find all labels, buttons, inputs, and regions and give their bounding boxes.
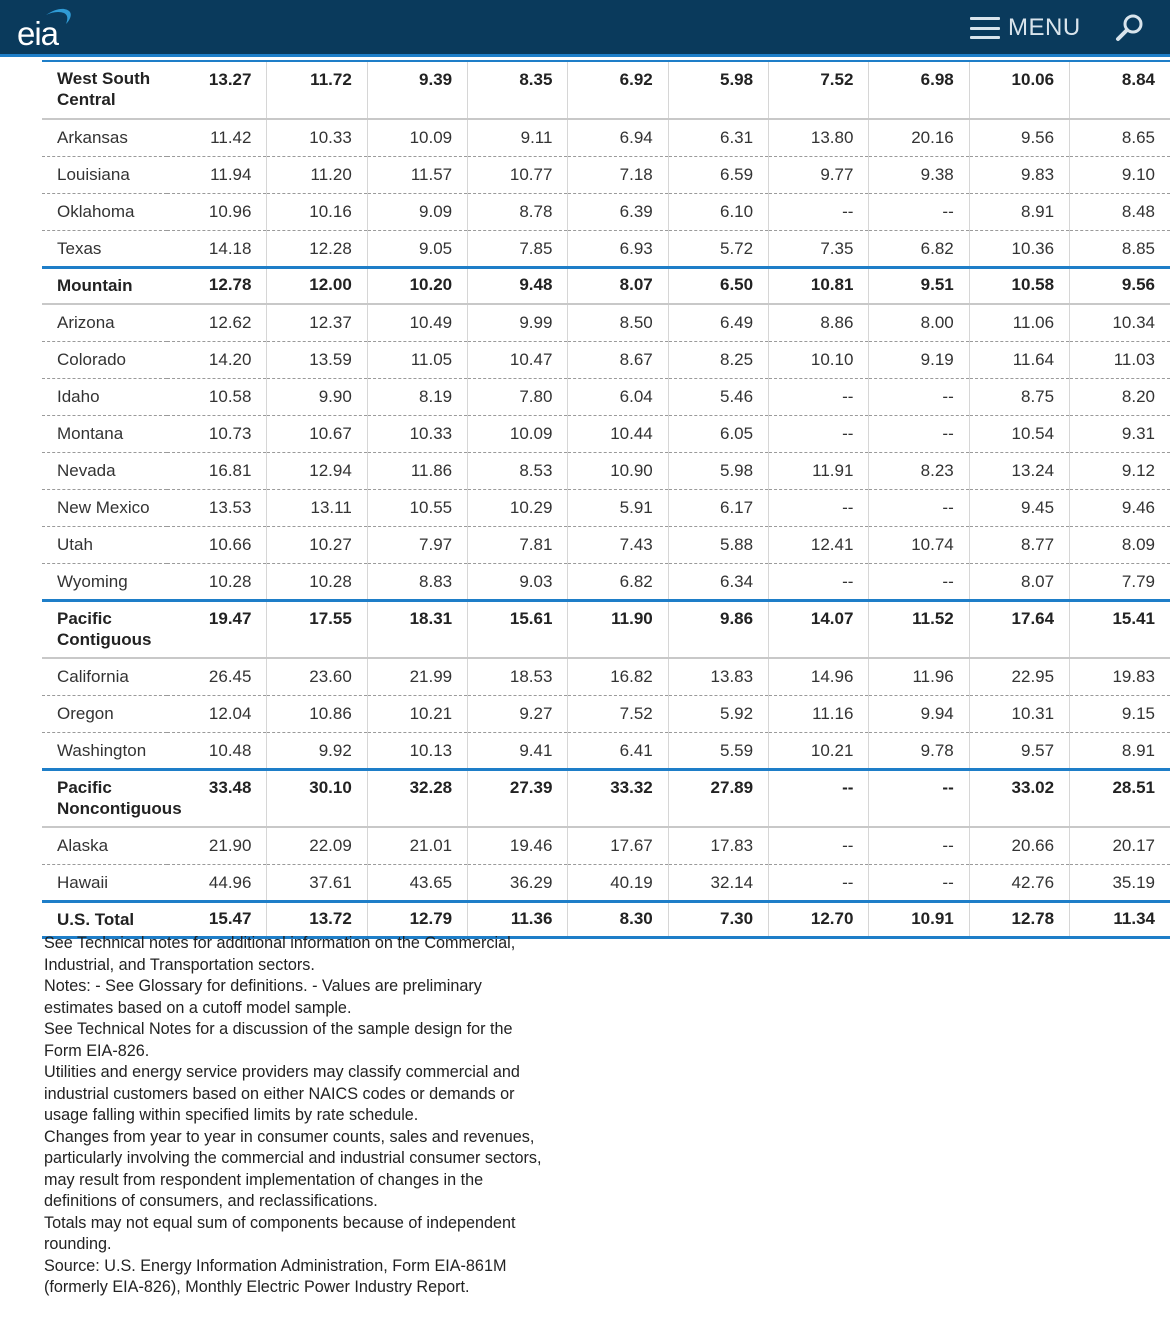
table-cell: 9.57 — [969, 732, 1069, 769]
table-cell: 10.27 — [267, 526, 367, 563]
table-cell: 8.67 — [568, 341, 668, 378]
table-cell: 11.91 — [769, 452, 869, 489]
table-cell: 10.33 — [367, 415, 467, 452]
search-icon[interactable] — [1114, 12, 1146, 44]
state-row — [42, 193, 1170, 230]
table-cell: 5.98 — [668, 61, 768, 119]
table-cell: 10.49 — [367, 304, 467, 341]
table-cell: 6.82 — [869, 230, 969, 267]
table-cell: 6.39 — [568, 193, 668, 230]
table-cell: -- — [869, 864, 969, 901]
footnote-paragraph: See Technical Notes for a discussion of the sample design for the Form EIA-826. — [44, 1020, 513, 1060]
table-cell: 40.19 — [568, 864, 668, 901]
table-cell: 7.52 — [568, 695, 668, 732]
table-cell: 12.04 — [167, 695, 267, 732]
table-cell: 36.29 — [468, 864, 568, 901]
table-cell: 10.67 — [267, 415, 367, 452]
table-cell: 12.70 — [769, 901, 869, 937]
table-cell: 12.00 — [267, 267, 367, 304]
table-cell: 20.66 — [969, 827, 1069, 864]
table-cell: 6.41 — [568, 732, 668, 769]
table-cell: 7.35 — [769, 230, 869, 267]
table-cell: 10.90 — [568, 452, 668, 489]
table-cell: 10.06 — [969, 61, 1069, 119]
table-cell: 10.96 — [167, 193, 267, 230]
table-cell: 16.82 — [568, 658, 668, 695]
table-cell: 9.94 — [869, 695, 969, 732]
table-cell: 11.16 — [769, 695, 869, 732]
table-cell: 8.48 — [1070, 193, 1170, 230]
table-cell: 5.92 — [668, 695, 768, 732]
table-cell: 6.92 — [568, 61, 668, 119]
footnote-paragraph: See Technical notes for additional information on the Commercial, Industrial, and Transportation sectors. — [44, 934, 516, 974]
table-cell: 13.11 — [267, 489, 367, 526]
table-cell: 11.90 — [568, 600, 668, 658]
table-cell: 10.20 — [367, 267, 467, 304]
table-cell: 8.23 — [869, 452, 969, 489]
menu-label: MENU — [1008, 14, 1081, 41]
table-cell: 9.56 — [969, 119, 1069, 156]
table-cell: 6.82 — [568, 563, 668, 600]
table-cell: 8.20 — [1070, 378, 1170, 415]
table-cell: 5.98 — [668, 452, 768, 489]
table-cell: 10.09 — [367, 119, 467, 156]
table-cell: 22.09 — [267, 827, 367, 864]
table-cell: 43.65 — [367, 864, 467, 901]
table-cell: 13.80 — [769, 119, 869, 156]
table-cell: 32.28 — [367, 769, 467, 827]
table-cell: 10.86 — [267, 695, 367, 732]
table-cell: -- — [769, 415, 869, 452]
table-cell: 8.85 — [1070, 230, 1170, 267]
row-label: Arizona — [42, 304, 167, 341]
row-label: Arkansas — [42, 119, 167, 156]
table-cell: 6.31 — [668, 119, 768, 156]
table-cell: 19.47 — [167, 600, 267, 658]
table-cell: -- — [769, 864, 869, 901]
table-cell: 8.86 — [769, 304, 869, 341]
menu-button[interactable] — [970, 12, 1081, 44]
state-row — [42, 563, 1170, 600]
table-cell: 32.14 — [668, 864, 768, 901]
table-cell: 13.27 — [167, 61, 267, 119]
table-cell: 8.91 — [969, 193, 1069, 230]
table-cell: 35.19 — [1070, 864, 1170, 901]
row-label: New Mexico — [42, 489, 167, 526]
table-cell: 12.78 — [969, 901, 1069, 937]
electricity-price-table — [42, 60, 1170, 939]
row-label: U.S. Total — [42, 901, 167, 937]
table-cell: 9.03 — [468, 563, 568, 600]
table-cell: 9.45 — [969, 489, 1069, 526]
table-cell: 9.46 — [1070, 489, 1170, 526]
table-cell: 13.83 — [668, 658, 768, 695]
table-cell: 8.75 — [969, 378, 1069, 415]
table-cell: 20.17 — [1070, 827, 1170, 864]
row-label: Nevada — [42, 452, 167, 489]
table-cell: 28.51 — [1070, 769, 1170, 827]
table-cell: 8.78 — [468, 193, 568, 230]
table-cell: 11.57 — [367, 156, 467, 193]
table-cell: 6.49 — [668, 304, 768, 341]
table-cell: 12.62 — [167, 304, 267, 341]
table-cell: 10.34 — [1070, 304, 1170, 341]
table-cell: 10.10 — [769, 341, 869, 378]
table-cell: 7.43 — [568, 526, 668, 563]
table-cell: 9.99 — [468, 304, 568, 341]
table-cell: 7.18 — [568, 156, 668, 193]
table-cell: 15.61 — [468, 600, 568, 658]
table-cell: 10.16 — [267, 193, 367, 230]
table-cell: 27.89 — [668, 769, 768, 827]
table-cell: 7.80 — [468, 378, 568, 415]
table-cell: 11.86 — [367, 452, 467, 489]
table-cell: 11.72 — [267, 61, 367, 119]
eia-logo[interactable] — [12, 6, 82, 50]
state-row — [42, 658, 1170, 695]
table-cell: -- — [769, 563, 869, 600]
table-cell: 8.09 — [1070, 526, 1170, 563]
table-cell: 6.98 — [869, 61, 969, 119]
table-cell: 11.03 — [1070, 341, 1170, 378]
table-cell: 10.91 — [869, 901, 969, 937]
table-cell: 7.81 — [468, 526, 568, 563]
table-cell: 10.28 — [167, 563, 267, 600]
table-cell: 9.41 — [468, 732, 568, 769]
state-row — [42, 695, 1170, 732]
table-cell: 12.41 — [769, 526, 869, 563]
table-cell: 8.25 — [668, 341, 768, 378]
table-cell: 22.95 — [969, 658, 1069, 695]
table-cell: 10.47 — [468, 341, 568, 378]
table-cell: 11.42 — [167, 119, 267, 156]
table-cell: 10.48 — [167, 732, 267, 769]
state-row — [42, 732, 1170, 769]
table-cell: 10.77 — [468, 156, 568, 193]
table-cell: 9.86 — [668, 600, 768, 658]
footnote-paragraph: Totals may not equal sum of components because of independent rounding. — [44, 1213, 516, 1253]
table-cell: 6.04 — [568, 378, 668, 415]
table-cell: -- — [769, 489, 869, 526]
table-cell: 17.67 — [568, 827, 668, 864]
table-cell: 12.94 — [267, 452, 367, 489]
table-cell: 11.96 — [869, 658, 969, 695]
table-cell: 19.83 — [1070, 658, 1170, 695]
table-cell: 7.97 — [367, 526, 467, 563]
table-cell: 21.90 — [167, 827, 267, 864]
table-cell: 10.29 — [468, 489, 568, 526]
table-cell: 23.60 — [267, 658, 367, 695]
region-row — [42, 600, 1170, 658]
table-cell: 9.39 — [367, 61, 467, 119]
table-cell: 6.05 — [668, 415, 768, 452]
hamburger-icon — [970, 17, 1000, 39]
table-cell: 10.36 — [969, 230, 1069, 267]
table-cell: 26.45 — [167, 658, 267, 695]
table-cell: 10.21 — [769, 732, 869, 769]
table-cell: 21.99 — [367, 658, 467, 695]
table-cell: 6.93 — [568, 230, 668, 267]
table-cell: 9.51 — [869, 267, 969, 304]
total-row — [42, 901, 1170, 937]
table-cell: 14.20 — [167, 341, 267, 378]
table-cell: 8.77 — [969, 526, 1069, 563]
table-cell: 13.53 — [167, 489, 267, 526]
state-row — [42, 230, 1170, 267]
table-cell: 9.92 — [267, 732, 367, 769]
table-cell: 33.32 — [568, 769, 668, 827]
table-cell: 33.02 — [969, 769, 1069, 827]
table-cell: 12.78 — [167, 267, 267, 304]
table-cell: 8.53 — [468, 452, 568, 489]
state-row — [42, 526, 1170, 563]
table-cell: 10.55 — [367, 489, 467, 526]
table-cell: 10.13 — [367, 732, 467, 769]
table-cell: 20.16 — [869, 119, 969, 156]
footnote-paragraph: Source: U.S. Energy Information Administration, Form EIA-861M (formerly EIA-826), Monthly Electric Power Industry Report. — [44, 1256, 507, 1296]
table-cell: 8.19 — [367, 378, 467, 415]
table-cell: 10.81 — [769, 267, 869, 304]
row-label: West South Central — [42, 61, 167, 119]
table-cell: 8.84 — [1070, 61, 1170, 119]
table-cell: 11.05 — [367, 341, 467, 378]
table-cell: 9.12 — [1070, 452, 1170, 489]
table-cell: 9.38 — [869, 156, 969, 193]
table-cell: 19.46 — [468, 827, 568, 864]
table-cell: 8.35 — [468, 61, 568, 119]
table-cell: -- — [869, 563, 969, 600]
footnote-paragraph: Changes from year to year in consumer counts, sales and revenues, particularly involving the commercial and industrial consumer sectors, may result from respondent implementation of changes in the definitions of consumers, and reclassifications. — [44, 1127, 542, 1210]
table-cell: 10.31 — [969, 695, 1069, 732]
table-cell: 10.74 — [869, 526, 969, 563]
table-cell: 11.34 — [1070, 901, 1170, 937]
table-cell: 44.96 — [167, 864, 267, 901]
table-cell: 18.53 — [468, 658, 568, 695]
row-label: Washington — [42, 732, 167, 769]
row-label: Oregon — [42, 695, 167, 732]
row-label: Pacific Noncontiguous — [42, 769, 167, 827]
state-row — [42, 864, 1170, 901]
table-cell: -- — [869, 769, 969, 827]
table-cell: 10.66 — [167, 526, 267, 563]
table-cell: 9.19 — [869, 341, 969, 378]
table-cell: 8.83 — [367, 563, 467, 600]
table-cell: 10.28 — [267, 563, 367, 600]
row-label: Wyoming — [42, 563, 167, 600]
table-cell: -- — [769, 378, 869, 415]
table-cell: 8.91 — [1070, 732, 1170, 769]
row-label: Texas — [42, 230, 167, 267]
table-cell: -- — [869, 489, 969, 526]
table-cell: -- — [769, 193, 869, 230]
table-cell: 8.65 — [1070, 119, 1170, 156]
table-cell: 11.20 — [267, 156, 367, 193]
region-row — [42, 769, 1170, 827]
table-cell: 9.09 — [367, 193, 467, 230]
table-cell: -- — [869, 378, 969, 415]
row-label: Hawaii — [42, 864, 167, 901]
table-cell: 9.56 — [1070, 267, 1170, 304]
table-footnotes — [44, 933, 544, 1299]
table-cell: 9.90 — [267, 378, 367, 415]
table-cell: 9.27 — [468, 695, 568, 732]
row-label: Utah — [42, 526, 167, 563]
state-row — [42, 156, 1170, 193]
row-label: California — [42, 658, 167, 695]
state-row — [42, 489, 1170, 526]
table-cell: 10.73 — [167, 415, 267, 452]
row-label: Colorado — [42, 341, 167, 378]
table-cell: 5.72 — [668, 230, 768, 267]
table-cell: 15.41 — [1070, 600, 1170, 658]
table-cell: 12.79 — [367, 901, 467, 937]
table-cell: 8.30 — [568, 901, 668, 937]
row-label: Oklahoma — [42, 193, 167, 230]
table-cell: 10.58 — [969, 267, 1069, 304]
table-cell: 14.07 — [769, 600, 869, 658]
table-cell: 6.50 — [668, 267, 768, 304]
region-row — [42, 61, 1170, 119]
logo-text: eia — [17, 15, 59, 52]
table-cell: 37.61 — [267, 864, 367, 901]
row-label: Alaska — [42, 827, 167, 864]
table-cell: 8.50 — [568, 304, 668, 341]
table-cell: 13.59 — [267, 341, 367, 378]
state-row — [42, 827, 1170, 864]
table-cell: 13.72 — [267, 901, 367, 937]
row-label: Mountain — [42, 267, 167, 304]
table-cell: 12.37 — [267, 304, 367, 341]
table-cell: 9.31 — [1070, 415, 1170, 452]
table-cell: 7.52 — [769, 61, 869, 119]
state-row — [42, 378, 1170, 415]
table-cell: 8.07 — [969, 563, 1069, 600]
table-cell: 12.28 — [267, 230, 367, 267]
state-row — [42, 304, 1170, 341]
table-cell: -- — [869, 827, 969, 864]
table-cell: -- — [769, 827, 869, 864]
table-cell: 6.10 — [668, 193, 768, 230]
row-label: Idaho — [42, 378, 167, 415]
row-label: Montana — [42, 415, 167, 452]
table-cell: 42.76 — [969, 864, 1069, 901]
table-cell: 16.81 — [167, 452, 267, 489]
table-cell: 7.79 — [1070, 563, 1170, 600]
table-cell: -- — [869, 415, 969, 452]
table-cell: 10.54 — [969, 415, 1069, 452]
table-cell: 14.96 — [769, 658, 869, 695]
table-cell: 17.64 — [969, 600, 1069, 658]
table-cell: 5.46 — [668, 378, 768, 415]
table-cell: 9.78 — [869, 732, 969, 769]
state-row — [42, 119, 1170, 156]
table-cell: 33.48 — [167, 769, 267, 827]
table-cell: 13.24 — [969, 452, 1069, 489]
table-cell: 9.10 — [1070, 156, 1170, 193]
table-cell: 6.34 — [668, 563, 768, 600]
table-cell: 10.33 — [267, 119, 367, 156]
table-cell: 7.85 — [468, 230, 568, 267]
region-row — [42, 267, 1170, 304]
table-cell: 10.21 — [367, 695, 467, 732]
table-cell: 11.36 — [468, 901, 568, 937]
state-row — [42, 341, 1170, 378]
table-cell: 5.91 — [568, 489, 668, 526]
table-cell: 10.58 — [167, 378, 267, 415]
table-cell: 7.30 — [668, 901, 768, 937]
top-navigation-bar — [0, 0, 1170, 57]
table-cell: 14.18 — [167, 230, 267, 267]
state-row — [42, 452, 1170, 489]
state-row — [42, 415, 1170, 452]
table-cell: 9.77 — [769, 156, 869, 193]
table-cell: 11.64 — [969, 341, 1069, 378]
table-cell: 15.47 — [167, 901, 267, 937]
row-label: Pacific Contiguous — [42, 600, 167, 658]
row-label: Louisiana — [42, 156, 167, 193]
footnote-paragraph: Utilities and energy service providers may classify commercial and industrial customers based on either NAICS codes or demands or usage falling within specified limits by rate schedule. — [44, 1063, 520, 1124]
table-cell: 9.15 — [1070, 695, 1170, 732]
table-cell: 6.17 — [668, 489, 768, 526]
table-cell: 10.44 — [568, 415, 668, 452]
table-cell: 9.11 — [468, 119, 568, 156]
table-cell: 5.59 — [668, 732, 768, 769]
table-cell: 9.48 — [468, 267, 568, 304]
table-cell: 30.10 — [267, 769, 367, 827]
table-cell: 11.52 — [869, 600, 969, 658]
table-cell: 21.01 — [367, 827, 467, 864]
table-cell: 8.07 — [568, 267, 668, 304]
table-cell: 9.83 — [969, 156, 1069, 193]
table-cell: 18.31 — [367, 600, 467, 658]
table-cell: -- — [769, 769, 869, 827]
table-cell: 27.39 — [468, 769, 568, 827]
table-cell: 11.94 — [167, 156, 267, 193]
table-cell: 11.06 — [969, 304, 1069, 341]
table-cell: 8.00 — [869, 304, 969, 341]
table-cell: 17.83 — [668, 827, 768, 864]
table-cell: 10.09 — [468, 415, 568, 452]
table-cell: 6.59 — [668, 156, 768, 193]
table-cell: 6.94 — [568, 119, 668, 156]
table-cell: 5.88 — [668, 526, 768, 563]
table-cell: -- — [869, 193, 969, 230]
table-cell: 17.55 — [267, 600, 367, 658]
footnote-paragraph: Notes: - See Glossary for definitions. - Values are preliminary estimates based on a cutoff model sample. — [44, 977, 482, 1017]
table-cell: 9.05 — [367, 230, 467, 267]
